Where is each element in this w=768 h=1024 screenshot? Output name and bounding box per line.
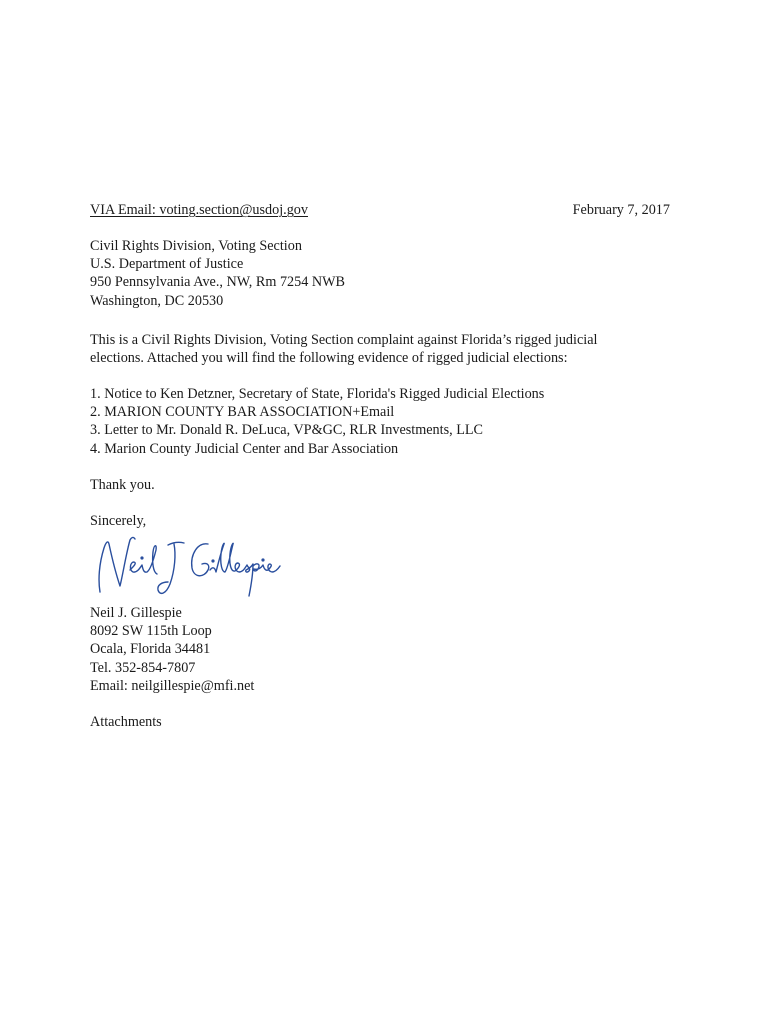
- recipient-address: [90, 237, 680, 310]
- body-line: This is a Civil Rights Division, Voting Section complaint against Florida’s rigged judicial: [90, 332, 598, 348]
- letter-date: February 7, 2017: [572, 202, 670, 218]
- enclosure-note: [90, 713, 680, 731]
- thank-you: [90, 476, 680, 494]
- sender-city: Ocala, Florida 34481: [90, 641, 211, 658]
- sender-name: Neil J. Gillespie: [90, 605, 182, 621]
- sender-phone: Tel. 352-854-7807: [90, 659, 196, 676]
- body-line: elections. Attached you will find the following evidence of rigged judicial elections:: [90, 350, 568, 367]
- sender-address: 8092 SW 115th Loop: [90, 623, 212, 640]
- evidence-list: [90, 385, 680, 458]
- evidence-item: 2. MARION COUNTY BAR ASSOCIATION+Email: [90, 404, 395, 421]
- evidence-item: 4. Marion County Judicial Center and Bar Association: [90, 440, 399, 457]
- sender-block: [90, 604, 680, 695]
- recipient-line: U.S. Department of Justice: [90, 256, 244, 273]
- sender-email: Email: neilgillespie@mfi.net: [90, 677, 255, 694]
- recipient-line: 950 Pennsylvania Ave., NW, Rm 7254 NWB: [90, 274, 345, 291]
- evidence-item: 3. Letter to Mr. Donald R. DeLuca, VP&GC, RLR Investments, LLC: [90, 422, 484, 439]
- thank-you-text: Thank you.: [90, 477, 155, 493]
- letter-header: [90, 201, 670, 220]
- evidence-item: 1. Notice to Ken Detzner, Secretary of State, Florida's Rigged Judicial Elections: [90, 386, 545, 402]
- handwritten-signature: [90, 530, 285, 605]
- valediction: [90, 512, 680, 530]
- valediction-text: Sincerely,: [90, 513, 147, 529]
- attachments-label: Attachments: [90, 714, 162, 730]
- signature-strokes: [99, 537, 280, 596]
- body-paragraph: [90, 331, 680, 367]
- recipient-line: Washington, DC 20530: [90, 292, 224, 309]
- via-email-line: VIA Email: voting.section@usdoj.gov: [90, 202, 308, 218]
- recipient-line: Civil Rights Division, Voting Section: [90, 238, 302, 254]
